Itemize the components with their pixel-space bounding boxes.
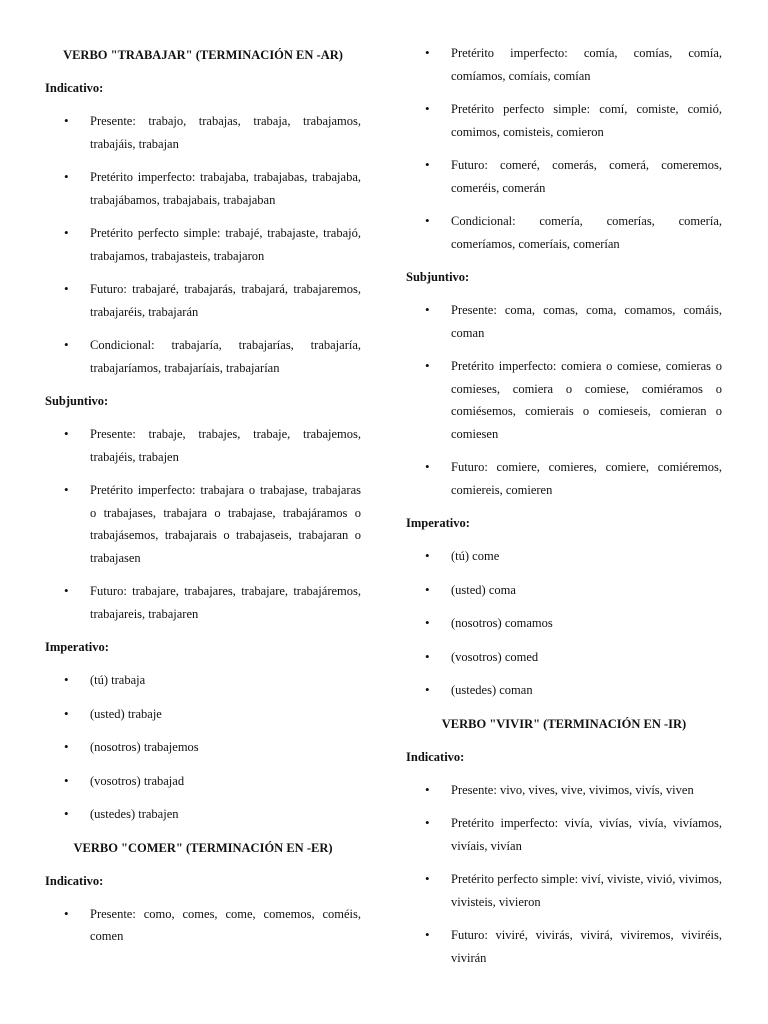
list-item: • (tú) come <box>406 545 722 568</box>
list-item: • Pretérito imperfecto: comiera o comiese, comieras o comieses, comiera o comiese, comiéramos o comiésemos, comierais o comieseis, comieran o comiesen <box>406 355 722 445</box>
list-item: • Futuro: trabajaré, trabajarás, trabajará, trabajaremos, trabajaréis, trabajarán <box>45 278 361 323</box>
list-item: • Pretérito imperfecto: vivía, vivías, vivía, vivíamos, vivíais, vivían <box>406 812 722 857</box>
list-item: • Futuro: viviré, vivirás, vivirá, viviremos, viviréis, vivirán <box>406 924 722 969</box>
list-item: • Presente: como, comes, come, comemos, coméis, comen <box>45 903 361 948</box>
list-item: • Presente: trabaje, trabajes, trabaje, trabajemos, trabajéis, trabajen <box>45 423 361 468</box>
list-item: • Condicional: trabajaría, trabajarías, trabajaría, trabajaríamos, trabajaríais, trabajarían <box>45 334 361 379</box>
trabajar-indicativo-list <box>45 110 361 379</box>
list-item: • Presente: trabajo, trabajas, trabaja, trabajamos, trabajáis, trabajan <box>45 110 361 155</box>
comer-imperativo-heading: Imperativo: <box>406 516 470 530</box>
list-item: • Presente: vivo, vives, vive, vivimos, vivís, viven <box>406 779 722 802</box>
list-item: • (nosotros) trabajemos <box>45 736 361 759</box>
trabajar-title: VERBO "TRABAJAR" (TERMINACIÓN EN -AR) <box>63 48 343 62</box>
list-item: • (nosotros) comamos <box>406 612 722 635</box>
left-column <box>45 44 361 948</box>
comer-indicativo-list-part1 <box>45 903 361 948</box>
list-item: • Pretérito perfecto simple: comí, comiste, comió, comimos, comisteis, comieron <box>406 98 722 143</box>
comer-subjuntivo-heading: Subjuntivo: <box>406 270 470 284</box>
comer-indicativo-list-part2 <box>406 42 722 255</box>
comer-subjuntivo-list <box>406 299 722 501</box>
list-item: • Futuro: comiere, comieres, comiere, comiéremos, comiereis, comieren <box>406 456 722 501</box>
trabajar-subjuntivo-list <box>45 423 361 625</box>
list-item: • Condicional: comería, comerías, comería, comeríamos, comeríais, comerían <box>406 210 722 255</box>
list-item: • (vosotros) comed <box>406 646 722 669</box>
list-item: • Futuro: trabajare, trabajares, trabajare, trabajáremos, trabajareis, trabajaren <box>45 580 361 625</box>
list-item: • Pretérito perfecto simple: viví, viviste, vivió, vivimos, vivisteis, vivieron <box>406 868 722 913</box>
trabajar-imperativo-heading: Imperativo: <box>45 640 109 654</box>
comer-indicativo-heading: Indicativo: <box>45 873 104 888</box>
comer-title: VERBO "COMER" (TERMINACIÓN EN -ER) <box>73 840 333 855</box>
vivir-title: VERBO "VIVIR" (TERMINACIÓN EN -IR) <box>441 716 687 731</box>
list-item: • (tú) trabaja <box>45 669 361 692</box>
list-item: • (ustedes) trabajen <box>45 803 361 826</box>
list-item: • (usted) trabaje <box>45 703 361 726</box>
list-item: • (ustedes) coman <box>406 679 722 702</box>
list-item: • Pretérito perfecto simple: trabajé, trabajaste, trabajó, trabajamos, trabajasteis, trabajaron <box>45 222 361 267</box>
comer-imperativo-list <box>406 545 722 702</box>
right-column <box>406 42 722 969</box>
vivir-indicativo-heading: Indicativo: <box>406 749 465 764</box>
trabajar-indicativo-heading: Indicativo: <box>45 81 104 95</box>
trabajar-imperativo-list <box>45 669 361 826</box>
vivir-indicativo-list <box>406 779 722 970</box>
list-item: • (usted) coma <box>406 579 722 602</box>
list-item: • (vosotros) trabajad <box>45 770 361 793</box>
list-item: • Futuro: comeré, comerás, comerá, comeremos, comeréis, comerán <box>406 154 722 199</box>
list-item: • Presente: coma, comas, coma, comamos, comáis, coman <box>406 299 722 344</box>
list-item: • Pretérito imperfecto: comía, comías, comía, comíamos, comíais, comían <box>406 42 722 87</box>
list-item: • Pretérito imperfecto: trabajara o trabajase, trabajaras o trabajases, trabajara o trabajase, trabajáramos o trabajásemos, trabajarais o trabajaseis, trabajaran o trabajasen <box>45 479 361 569</box>
list-item: • Pretérito imperfecto: trabajaba, trabajabas, trabajaba, trabajábamos, trabajabais, trabajaban <box>45 166 361 211</box>
trabajar-subjuntivo-heading: Subjuntivo: <box>45 394 109 408</box>
